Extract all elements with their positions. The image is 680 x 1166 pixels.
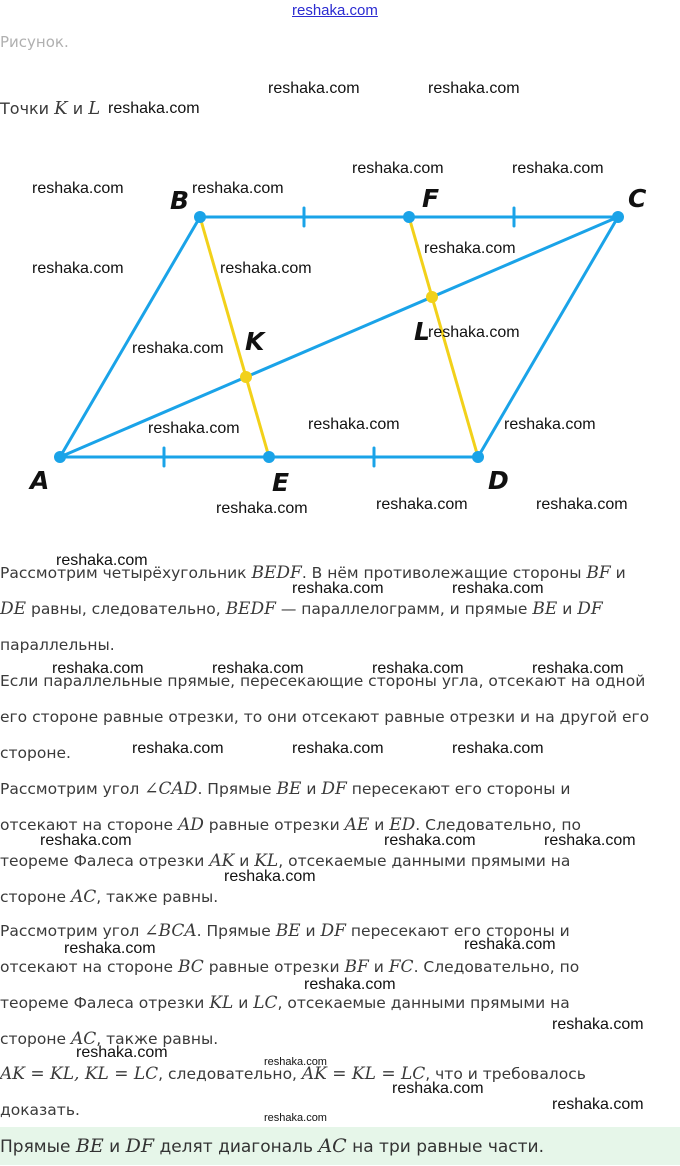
p5-line-2: доказать. bbox=[0, 1101, 80, 1119]
p3-line-3: теореме Фалеса отрезки AK и KL, отсекаемые данными прямыми на bbox=[0, 851, 571, 871]
watermark: reshaka.com bbox=[504, 416, 596, 433]
watermark: reshaka.com bbox=[428, 80, 520, 97]
watermark: reshaka.com bbox=[132, 340, 224, 357]
intro-point-k: K bbox=[54, 98, 68, 119]
p1-line-2: DE равны, следовательно, BEDF — параллелограмм, и прямые BE и DF bbox=[0, 599, 603, 619]
watermark: reshaka.com bbox=[108, 100, 200, 117]
p5-line-1: AK = KL, KL = LC, следовательно, AK = KL = LC, что и требовалось bbox=[0, 1064, 586, 1084]
watermark: reshaka.com bbox=[264, 1112, 327, 1124]
watermark: reshaka.com bbox=[352, 160, 444, 177]
p3-line-4: стороне AC, также равны. bbox=[0, 887, 219, 907]
watermark: reshaka.com bbox=[40, 832, 132, 849]
label-l: L bbox=[414, 317, 430, 346]
watermark: reshaka.com bbox=[268, 80, 360, 97]
point-a bbox=[54, 451, 66, 463]
watermark: reshaka.com bbox=[536, 496, 628, 513]
intro-and: и bbox=[67, 99, 89, 118]
watermark: reshaka.com bbox=[464, 936, 556, 953]
p4-line-1: Рассмотрим угол ∠BCA. Прямые BE и DF пересекают его стороны и bbox=[0, 921, 570, 941]
watermark: reshaka.com bbox=[292, 740, 384, 757]
p2-line-3: стороне. bbox=[0, 744, 71, 762]
p2-line-1: Если параллельные прямые, пересекающие стороны угла, отсекают на одной bbox=[0, 672, 646, 690]
watermark: reshaka.com bbox=[224, 868, 316, 885]
watermark: reshaka.com bbox=[552, 1096, 644, 1113]
p3-line-1: Рассмотрим угол ∠CAD. Прямые BE и DF пересекают его стороны и bbox=[0, 779, 571, 799]
p1-line-1: Рассмотрим четырёхугольник BEDF. В нём противолежащие стороны BF и bbox=[0, 563, 626, 583]
watermark: reshaka.com bbox=[32, 180, 124, 197]
watermark: reshaka.com bbox=[192, 180, 284, 197]
watermark: reshaka.com bbox=[264, 1056, 327, 1068]
watermark: reshaka.com bbox=[212, 660, 304, 677]
label-d: D bbox=[488, 466, 509, 495]
point-d bbox=[472, 451, 484, 463]
watermark: reshaka.com bbox=[132, 740, 224, 757]
watermark: reshaka.com bbox=[552, 1016, 644, 1033]
p1-line-3: параллельны. bbox=[0, 636, 115, 654]
watermark: reshaka.com bbox=[544, 832, 636, 849]
p4-line-2: отсекают на стороне BC равные отрезки BF и FC. Следовательно, по bbox=[0, 957, 580, 977]
watermark: reshaka.com bbox=[56, 552, 148, 569]
watermark: reshaka.com bbox=[384, 832, 476, 849]
conclusion-highlight: Прямые BE и DF делят диагональ AC на три равные части. bbox=[0, 1127, 680, 1165]
watermark: reshaka.com bbox=[64, 940, 156, 957]
figure-caption: Рисунок. bbox=[0, 33, 69, 51]
label-k: K bbox=[245, 327, 265, 356]
p3-line-2: отсекают на стороне AD равные отрезки AE и ED. Следовательно, по bbox=[0, 815, 581, 835]
intro-point-l: L bbox=[88, 98, 101, 119]
watermark: reshaka.com bbox=[392, 1080, 484, 1097]
p4-line-3: теореме Фалеса отрезки KL и LC, отсекаемые данными прямыми на bbox=[0, 993, 570, 1013]
p2-line-2: его стороне равные отрезки, то они отсекают равные отрезки и на другой его bbox=[0, 708, 650, 726]
watermark: reshaka.com bbox=[376, 496, 468, 513]
paragraph-1 bbox=[0, 555, 680, 663]
watermark: reshaka.com bbox=[292, 580, 384, 597]
watermark: reshaka.com bbox=[452, 740, 544, 757]
site-link[interactable]: reshaka.com bbox=[292, 2, 378, 19]
point-c bbox=[612, 211, 624, 223]
point-e bbox=[263, 451, 275, 463]
watermark: reshaka.com bbox=[304, 976, 396, 993]
watermark: reshaka.com bbox=[148, 420, 240, 437]
watermark: reshaka.com bbox=[512, 160, 604, 177]
watermark: reshaka.com bbox=[308, 416, 400, 433]
point-k bbox=[240, 371, 252, 383]
watermark: reshaka.com bbox=[76, 1044, 168, 1061]
watermark: reshaka.com bbox=[424, 240, 516, 257]
paragraph-5 bbox=[0, 1056, 680, 1128]
watermark: reshaka.com bbox=[32, 260, 124, 277]
p4-line-4: стороне AC, также равны. bbox=[0, 1029, 219, 1049]
watermark: reshaka.com bbox=[372, 660, 464, 677]
watermark: reshaka.com bbox=[216, 500, 308, 517]
label-e: E bbox=[272, 468, 290, 497]
intro-lead: Точки bbox=[0, 99, 55, 118]
label-c: C bbox=[628, 184, 647, 213]
point-f bbox=[403, 211, 415, 223]
watermark: reshaka.com bbox=[220, 260, 312, 277]
point-b bbox=[194, 211, 206, 223]
label-a: A bbox=[30, 466, 50, 495]
point-l bbox=[426, 291, 438, 303]
watermark: reshaka.com bbox=[452, 580, 544, 597]
label-b: B bbox=[170, 186, 190, 215]
watermark: reshaka.com bbox=[532, 660, 624, 677]
watermark: reshaka.com bbox=[52, 660, 144, 677]
watermark: reshaka.com bbox=[428, 324, 520, 341]
label-f: F bbox=[422, 184, 440, 213]
